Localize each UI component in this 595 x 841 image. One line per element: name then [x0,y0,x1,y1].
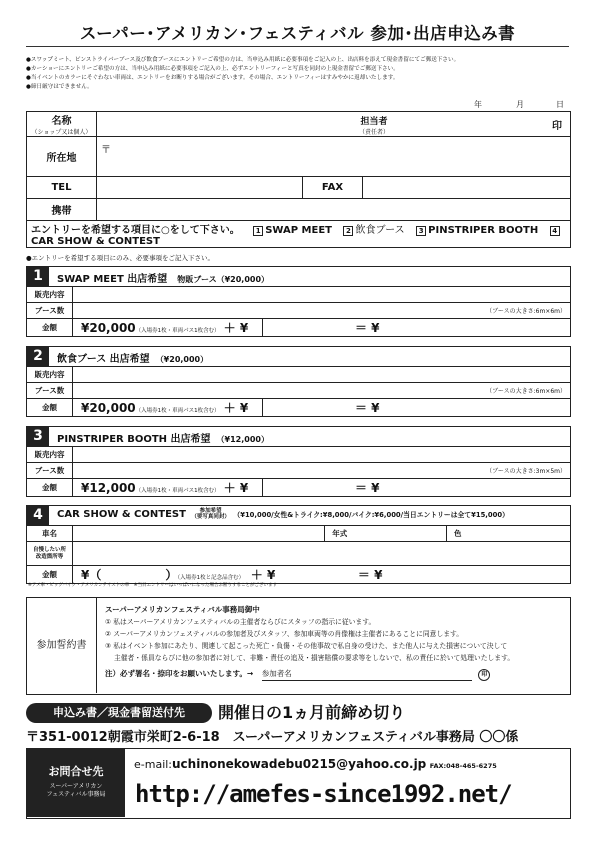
tel-input[interactable] [97,177,303,199]
pledge-label: 参加誓約書 [27,598,97,693]
pledge-item: 主催者・係員ならびに他の参加者に対して、非難・責任の追及・損害賠償の要求等をしないで、私の責任に於いて処理いたします。 [105,654,515,662]
booth-label: ブース数 [27,303,73,319]
pledge-seal: 印 [478,669,490,681]
entry-option-2[interactable]: 2 飲食ブース [343,225,404,236]
section-1-header [26,266,571,286]
content-label: 販売内容 [27,447,73,463]
section-title: SWAP MEET 出店希望 物販ブース（¥20,000） [57,274,270,285]
deadline-text: 開催日の1ヵ月前締め切り [218,703,406,722]
car-name-label: 車名 [27,526,73,542]
section-2-header [26,346,571,366]
contact-label-block [27,749,125,817]
office-address: 〒351-0012朝霞市栄町2-6-18 スーパーアメリカンフェスティバル事務局 〇〇係 [26,730,519,745]
section-2-table [26,366,571,417]
entry-prompt: エントリーを希望する項目に○をして下さい。 [31,225,240,236]
entry-select-row [27,221,571,248]
total-cell[interactable]: ＝ ¥ [263,479,571,497]
booth-input[interactable]: （ブースの大きさ:3m×5m） [73,463,571,479]
name-label-cell [27,112,97,137]
pledge-item: ① 私はスーパーアメリカンフェスティバルの主催者ならびにスタッフの指示に従います。 [105,618,376,626]
postal-mark: 〒 [101,145,111,156]
applicant-table [26,111,571,248]
content-input[interactable] [73,367,571,383]
email-link[interactable]: uchinonekowadebu0215@yahoo.co.jp [172,757,427,771]
pledge-item: ② スーパーアメリカンフェスティバルの参加者及びスタッフ、参加車両等の肖像権は主催者にあることに同意します。 [105,630,464,638]
contact-fax: FAX:048-465-6275 [429,762,497,770]
note-line: ●締日厳守はできません。 [26,84,93,90]
amount-cell: ¥20,000（入場券1枚・車両パス1枚含む） ＋ ¥ [73,319,263,337]
date-month: 月 [516,100,524,109]
mobile-label: 携帯 [27,199,97,221]
date-year: 年 [474,100,482,109]
amount-cell[interactable]: ¥（ ）（入場券1枚と記念品含む） ＋ ¥ ＝ ¥ [73,566,571,584]
pledge-body [105,604,565,681]
amount-label: 金額 [27,479,73,497]
car-year-input[interactable] [355,526,447,542]
section-number: 1 [27,267,49,286]
title-divider [26,46,569,47]
total-cell[interactable]: ＝ ¥ [263,319,571,337]
name-label: 名称 [51,116,72,127]
amount-label: 金額 [27,566,73,584]
amount-cell: ¥12,000（入場券1枚・車両パス1枚含む） ＋ ¥ [73,479,263,497]
tel-label: TEL [27,177,97,199]
note-line: ●カーショーにエントリーご希望の方は、当申込み用紙に必要事項をご記入の上、必ずエントリーフィーと写真を同封の上現金書留でご郵送下さい。 [26,66,399,72]
mobile-input[interactable] [97,199,571,221]
sign-row: 注）必ず署名・捺印をお願いいたします。→ 参加者名 印 [105,668,565,681]
pledge-item: ③ 私はイベント参加にあたり、関連して起こった死亡・負傷・その他事故で私自身の受けた、また他人に与えた損害について決して [105,642,508,650]
booth-input[interactable]: （ブースの大きさ:6m×6m） [73,303,571,319]
amount-label: 金額 [27,399,73,417]
booth-input[interactable]: （ブースの大きさ:6m×6m） [73,383,571,399]
fax-label: FAX [303,177,363,199]
amount-label: 金額 [27,319,73,337]
contact-org: スーパーアメリカン フェスティバル事務局 [46,783,106,798]
car-color-input[interactable] [469,526,571,542]
entry-option-1[interactable]: 1 SWAP MEET [253,225,332,236]
booth-label: ブース数 [27,383,73,399]
mailing-address-pill: 申込み書／現金書留送付先 [26,703,212,723]
website-link[interactable]: http://amefes-since1992.net/ [135,780,512,808]
form-title: スーパー･アメリカン･フェスティバル 参加･出店申込み書 [79,24,516,43]
seal-mark: 印 [552,121,562,132]
pledge-box [26,597,571,695]
section-3-table [26,446,571,497]
content-input[interactable] [73,447,571,463]
note-line: ●当イベントのカラーにそぐわない車両は、エントリーをお断りする場合がございます。その場合、エントリーフィーはすみやかに返却いたします。 [26,75,399,81]
section-1-table [26,286,571,337]
pledge-heading: スーパーアメリカンフェスティバル事務局御中 [105,605,260,614]
note-line: ●スワップミート、ピンストライパーブース及び飲食ブースにエントリーご希望の方は、当申込み用紙に必要事項をご記入の上、出店料を添えて現金書留にてご郵送下さい。 [26,57,460,63]
section-number: 3 [27,427,49,446]
car-name-input[interactable] [73,526,325,542]
section-4-table [26,525,571,584]
section-number: 2 [27,347,49,366]
content-input[interactable] [73,287,571,303]
section-title: PINSTRIPER BOOTH 出店希望 （¥12,000） [57,434,269,445]
contact-box [26,748,571,819]
content-label: 販売内容 [27,287,73,303]
section-3-header [26,426,571,446]
car-show-footnote: ※アメ車・ビッグバイク・アメリカンテイストの車 ※当日エントリーはいっぱいになった場合お断りすることがございます [28,583,278,588]
section-4-header [26,505,571,525]
contact-heading: お問合せ先 [48,765,104,778]
person-sub: （責任者） [359,129,390,136]
name-input-cell[interactable] [97,112,571,137]
contact-email-row: e-mail:uchinonekowadebu0215@yahoo.co.jp FAX:048-465-6275 [134,757,497,771]
entry-note: ●エントリーを希望する項目にのみ、必要事項をご記入下さい。 [26,254,215,262]
total-cell[interactable]: ＝ ¥ [263,399,571,417]
section-title: 飲食ブース 出店希望 （¥20,000） [57,354,209,365]
car-year-label: 年式 [325,526,355,542]
content-label: 販売内容 [27,367,73,383]
section-title: CAR SHOW & CONTEST 参加希望 （要写真同封） （¥10,000/女性&トライク:¥8,000/バイク:¥6,000/当日エントリーは全て¥15,000） [57,508,509,520]
address-input[interactable] [97,137,571,177]
booth-label: ブース数 [27,463,73,479]
car-color-label: 色 [447,526,469,542]
date-day: 日 [556,100,564,109]
person-label: 担当者 [360,117,388,127]
entry-option-4[interactable]: 4CAR SHOW & CONTEST [31,225,562,247]
amount-cell: ¥20,000（入場券1枚・車両パス1枚含む） ＋ ¥ [73,399,263,417]
name-sub: （ショップ又は個人） [31,129,92,136]
address-label: 所在地 [27,137,97,177]
car-feature-label: 自慢したい所 改造箇所等 [27,542,73,566]
car-feature-input[interactable] [73,542,571,566]
instructions [26,56,571,92]
participant-name-field[interactable]: 参加者名 [262,668,472,681]
section-number: 4 [27,506,49,525]
entry-option-3[interactable]: 3 PINSTRIPER BOOTH [416,225,538,236]
fax-input[interactable] [363,177,571,199]
